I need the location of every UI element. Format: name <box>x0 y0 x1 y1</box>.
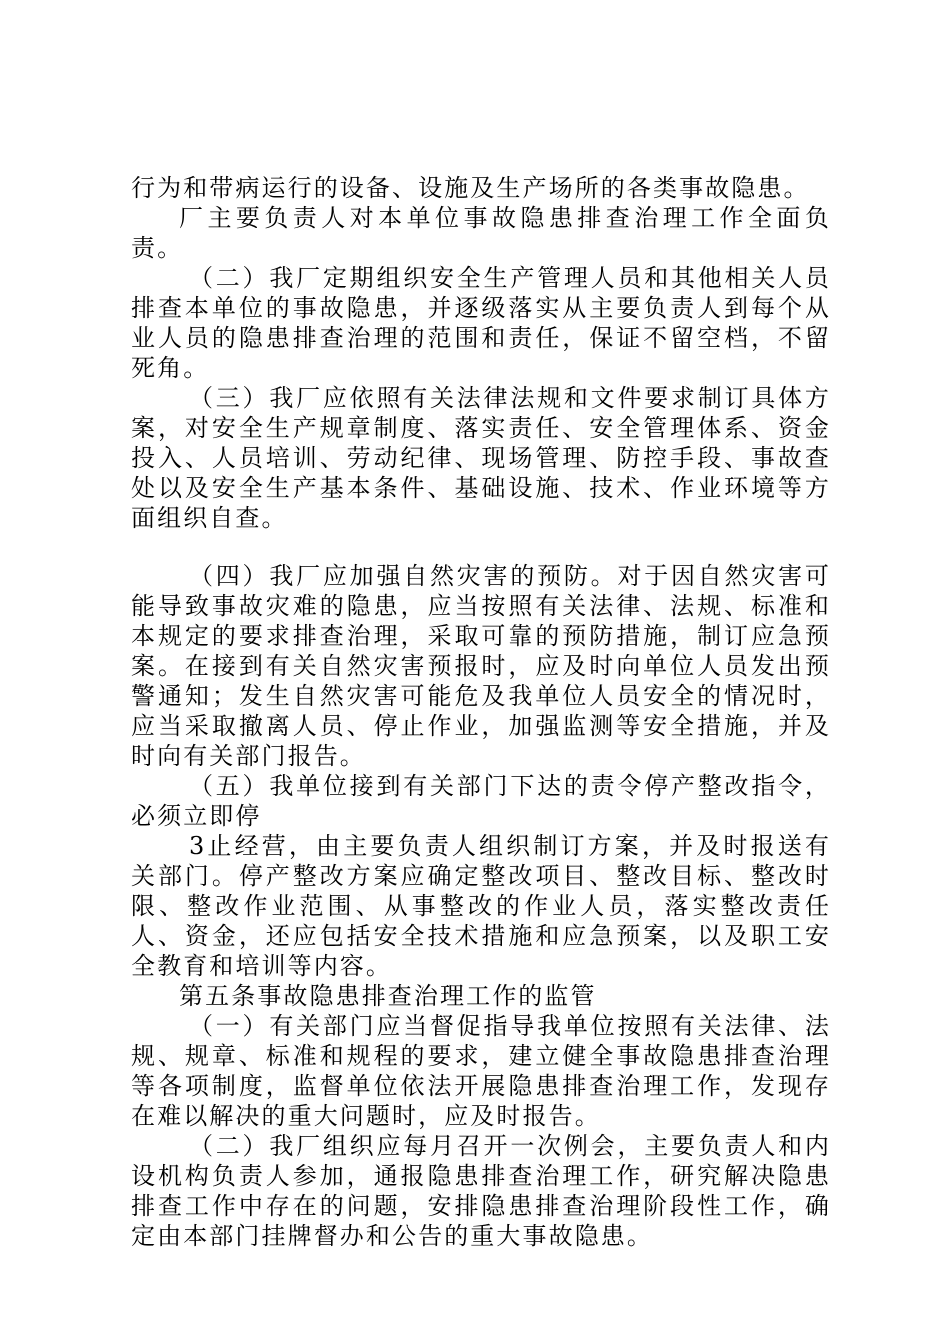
paragraph-4: （三）我厂应依照有关法律法规和文件要求制订具体方案，对安全生产规章制度、落实责任、安全管理体系、资金投入、人员培训、劳动纪律、现场管理、防控手段、事故查处以及安全生产基本条件、基础设施、技术、作业环境等方面组织自查。 <box>131 384 831 532</box>
paragraph-7: 3止经营，由主要负责人组织制订方案，并及时报送有关部门。停产整改方案应确定整改项目、整改目标、整改时限、整改作业范围、从事整改的作业人员，落实整改责任人、资金，还应包括安全技术措施和应急预案，以及职工安全教育和培训等内容。 <box>131 832 831 980</box>
paragraph-gap <box>131 533 831 561</box>
paragraph-9: （二）我厂组织应每月召开一次例会，主要负责人和内设机构负责人参加，通报隐患排查治理工作，研究解决隐患排查工作中存在的问题，安排隐患排查治理阶段性工作，确定由本部门挂牌督办和公告的重大事故隐患。 <box>131 1132 831 1250</box>
paragraph-5: （四）我厂应加强自然灾害的预防。对于因自然灾害可能导致事故灾难的隐患，应当按照有关法律、法规、标准和本规定的要求排查治理，采取可靠的预防措施，制订应急预案。在接到有关自然灾害预报时，应及时向单位人员发出预警通知；发生自然灾害可能危及我单位人员安全的情况时，应当采取撤离人员、停止作业，加强监测等安全措施，并及时向有关部门报告。 <box>131 562 831 770</box>
paragraph-6: （五）我单位接到有关部门下达的责令停产整改指令，必须立即停 <box>131 772 831 830</box>
paragraph-1: 行为和带病运行的设备、设施及生产场所的各类事故隐患。 <box>131 174 810 202</box>
paragraph-8: （一）有关部门应当督促指导我单位按照有关法律、法规、规章、标准和规程的要求，建立健全事故隐患排查治理等各项制度，监督单位依法开展隐患排查治理工作，发现存在难以解决的重大问题时，应及时报告。 <box>131 1012 831 1130</box>
paragraph-2: 厂主要负责人对本单位事故隐患排查治理工作全面负责。 <box>131 204 831 262</box>
paragraph-3: （二）我厂定期组织安全生产管理人员和其他相关人员排查本单位的事故隐患，并逐级落实从主要负责人到每个从业人员的隐患排查治理的范围和责任，保证不留空档，不留死角。 <box>131 264 831 382</box>
section-heading: 第五条事故隐患排查治理工作的监管 <box>179 982 597 1010</box>
document-body <box>131 173 831 1251</box>
